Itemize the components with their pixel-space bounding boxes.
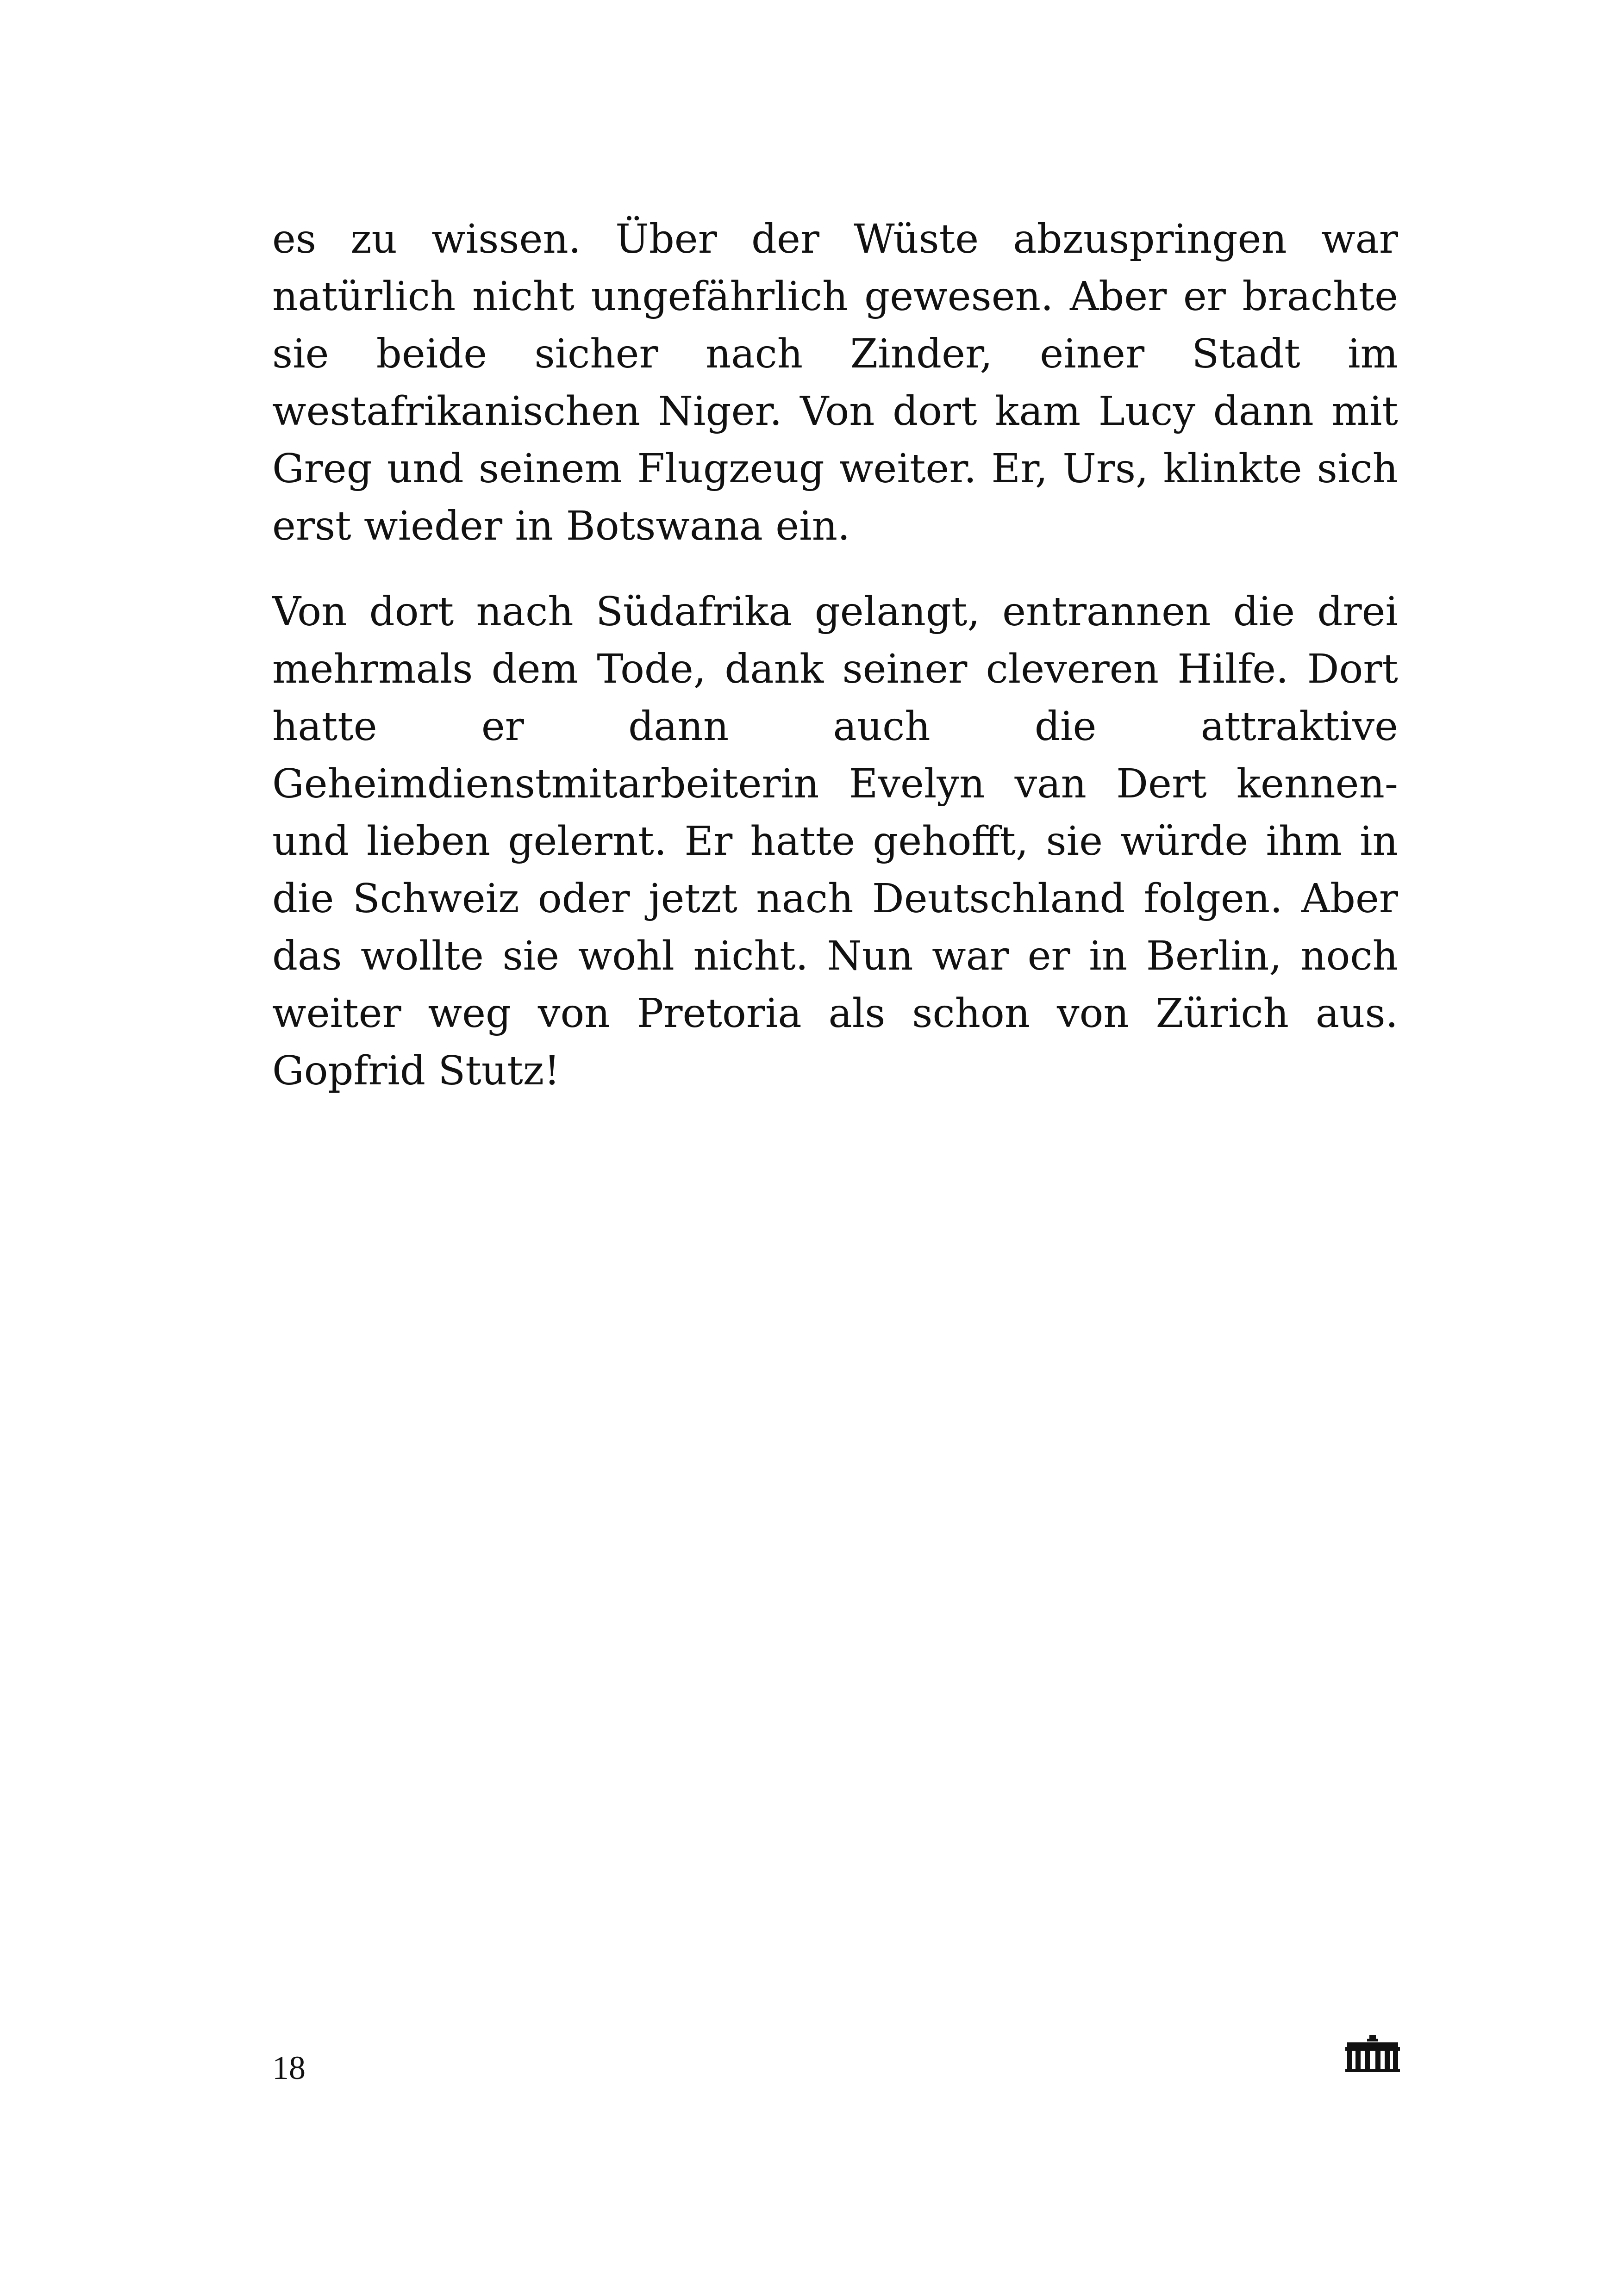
body-text (272, 211, 1398, 1128)
paragraph-2: Von dort nach Südafrika gelangt, entrannen die drei mehrmals dem Tode, dank seiner cleveren Hilfe. Dort hatte er dann auch die attraktive Geheimdienstmitarbeiterin Evelyn van Dert kennen- und lieben gelernt. Er hatte gehofft, sie würde ihm in die Schweiz oder jetzt nach Deutschland folgen. Aber das wollte sie wohl nicht. Nun war er in Berlin, noch weiter weg von Pretoria als schon von Zürich aus. Gopfrid Stutz! (272, 589, 1398, 1094)
brandenburg-gate-icon (1345, 2034, 1400, 2072)
paragraph-1: es zu wissen. Über der Wüste abzuspringen war natürlich nicht ungefährlich gewesen. Aber er brachte sie beide sicher nach Zinder, einer Stadt im westafrikanischen Niger. Von dort kam Lucy dann mit Greg und seinem Flugzeug weiter. Er, Urs, klinkte sich erst wieder in Botswana ein. (272, 216, 1398, 549)
page-number: 18 (272, 2049, 306, 2086)
